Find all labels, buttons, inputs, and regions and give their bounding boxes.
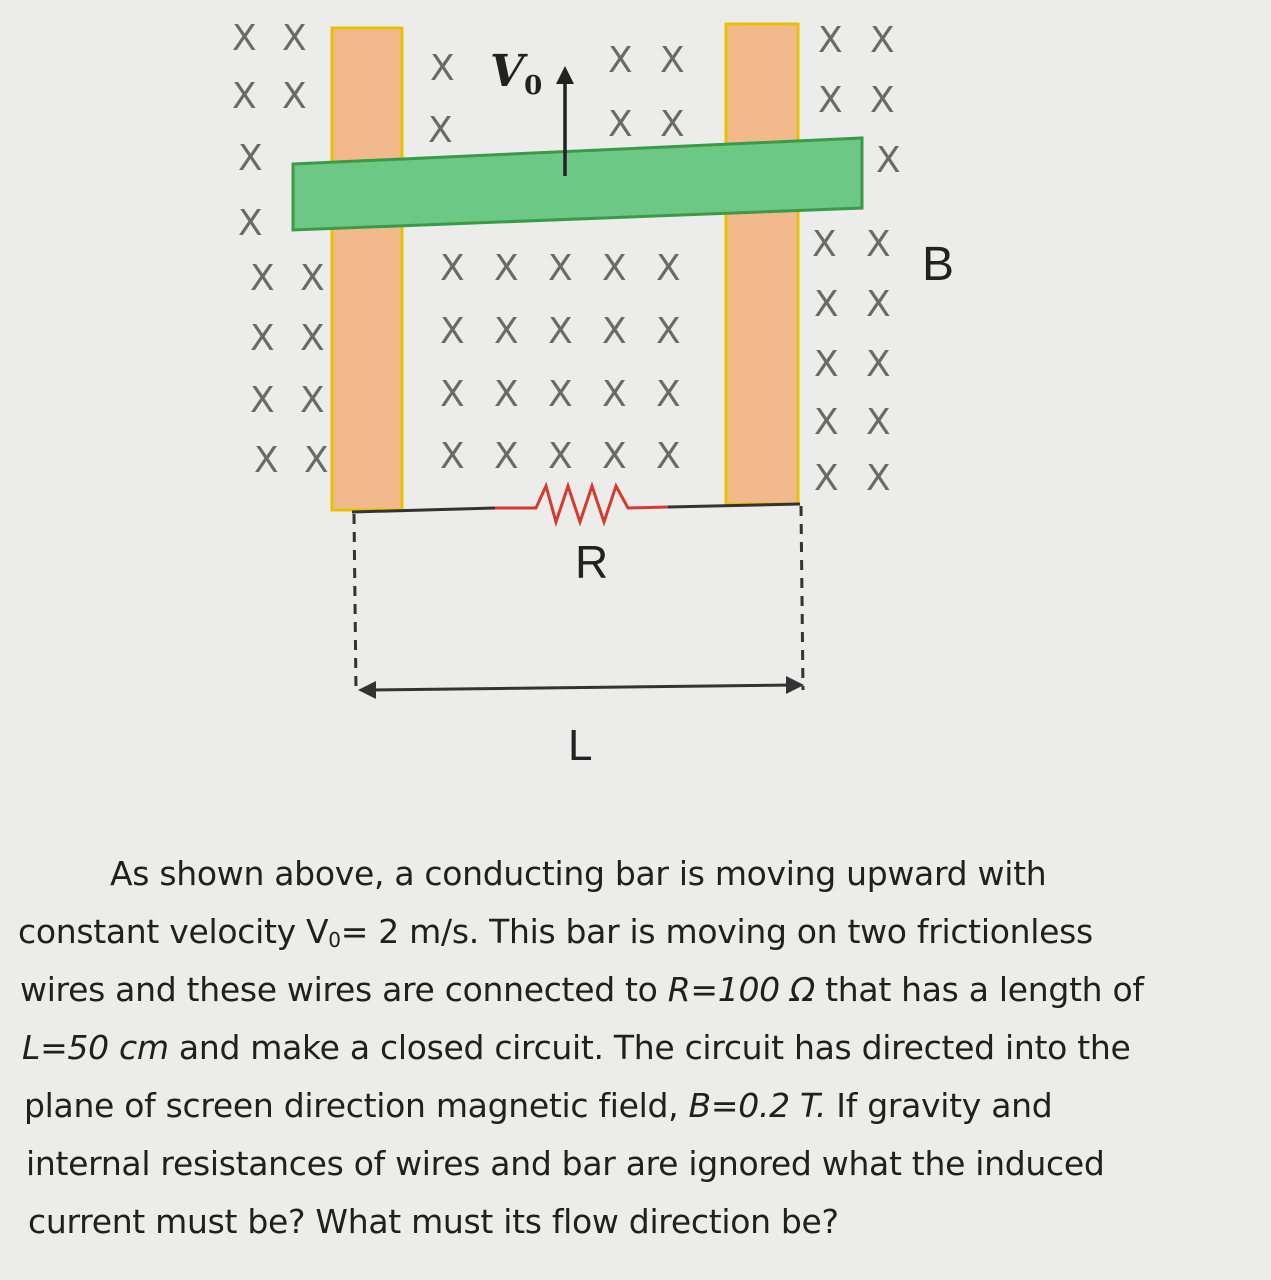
field-cross: X xyxy=(250,380,275,421)
field-cross: X xyxy=(428,110,453,151)
field-cross: X xyxy=(304,440,329,481)
field-cross: X xyxy=(250,258,275,299)
field-cross: X xyxy=(866,458,891,499)
right-rail xyxy=(726,24,798,504)
field-cross: X xyxy=(608,104,633,145)
field-cross: X xyxy=(818,20,843,61)
field-cross: X xyxy=(660,104,685,145)
field-cross: X xyxy=(494,248,519,289)
field-cross: X xyxy=(608,40,633,81)
field-cross: X xyxy=(300,318,325,359)
problem-line-4: L=50 cm and make a closed circuit. The circuit has directed into the xyxy=(22,1028,1131,1067)
problem-line-5: plane of screen direction magnetic field, B=0.2 T. If gravity and xyxy=(24,1086,1053,1125)
field-cross: X xyxy=(232,18,257,59)
field-cross: X xyxy=(656,436,681,477)
field-cross: X xyxy=(602,248,627,289)
velocity-label: V0 xyxy=(490,46,543,101)
field-cross: X xyxy=(602,436,627,477)
field-cross: X xyxy=(814,402,839,443)
field-cross: X xyxy=(238,203,263,244)
field-cross: X xyxy=(818,80,843,121)
field-cross: X xyxy=(866,402,891,443)
field-cross: X xyxy=(866,344,891,385)
field-cross: X xyxy=(300,380,325,421)
problem-line-2: constant velocity $V_0= 2$ m/s. This bar is moving on two frictionless xyxy=(18,912,1093,952)
field-cross: X xyxy=(250,318,275,359)
field-cross: X xyxy=(440,311,465,352)
problem-line-7: current must be? What must its flow direction be? xyxy=(28,1202,839,1241)
field-cross: X xyxy=(812,224,837,265)
field-cross: X xyxy=(494,311,519,352)
field-cross: X xyxy=(866,224,891,265)
field-label: B xyxy=(922,238,955,291)
field-cross: X xyxy=(814,458,839,499)
field-cross: X xyxy=(656,248,681,289)
field-cross: X xyxy=(254,440,279,481)
field-cross: X xyxy=(300,258,325,299)
field-cross: X xyxy=(548,248,573,289)
problem-line-1: As shown above, a conducting bar is moving upward with xyxy=(110,854,1047,893)
field-cross: X xyxy=(494,436,519,477)
field-cross: X xyxy=(870,80,895,121)
field-cross: X xyxy=(602,374,627,415)
field-cross: X xyxy=(656,311,681,352)
field-cross: X xyxy=(238,138,263,179)
field-cross: X xyxy=(548,374,573,415)
field-cross: X xyxy=(656,374,681,415)
field-cross: X xyxy=(814,284,839,325)
problem-statement xyxy=(14,845,1264,1251)
field-cross: X xyxy=(232,76,257,117)
left-rail xyxy=(332,28,402,510)
field-cross: X xyxy=(548,436,573,477)
length-dimension-arrow xyxy=(358,676,804,699)
resistor-icon xyxy=(495,486,668,522)
problem-line-3: wires and these wires are connected to R=100 Ω that has a length of xyxy=(20,970,1144,1009)
field-cross: X xyxy=(282,76,307,117)
field-cross: X xyxy=(440,436,465,477)
field-cross: X xyxy=(282,18,307,59)
left-dashed-guide xyxy=(354,514,356,690)
right-dashed-guide xyxy=(801,506,803,690)
field-cross: X xyxy=(660,40,685,81)
field-cross: X xyxy=(430,48,455,89)
field-cross: X xyxy=(548,311,573,352)
field-cross: X xyxy=(440,248,465,289)
length-label: L xyxy=(568,721,593,770)
resistor-label: R xyxy=(575,536,609,588)
field-cross: X xyxy=(870,20,895,61)
field-cross: X xyxy=(814,344,839,385)
field-cross: X xyxy=(866,284,891,325)
field-cross: X xyxy=(602,311,627,352)
problem-line-6: internal resistances of wires and bar are ignored what the induced xyxy=(26,1144,1105,1183)
field-cross: X xyxy=(440,374,465,415)
field-cross: X xyxy=(494,374,519,415)
field-cross: X xyxy=(876,140,901,181)
